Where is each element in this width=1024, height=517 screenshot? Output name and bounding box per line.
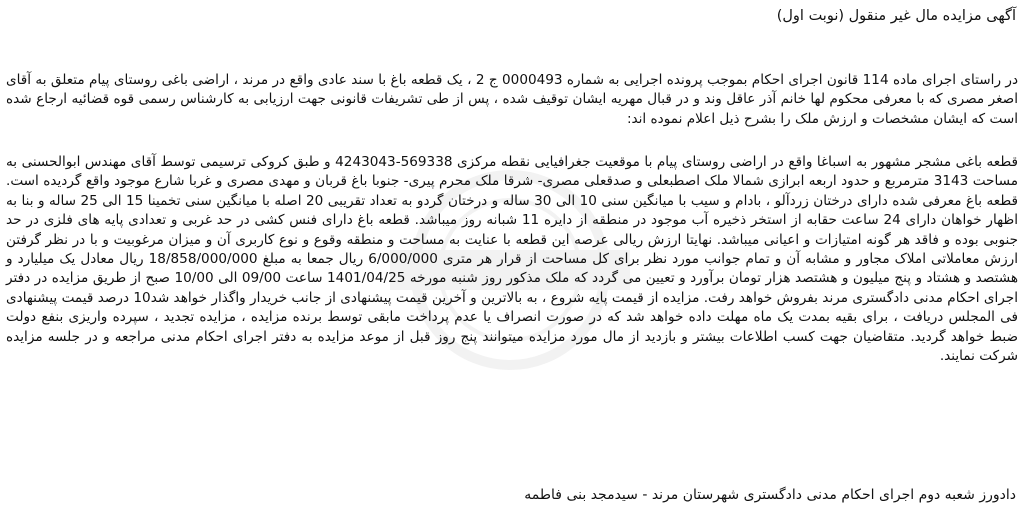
notice-signature: دادورز شعبه دوم اجرای احکام مدنی دادگستری شهرستان مرند - سیدمجد بنی فاطمه <box>524 487 1016 503</box>
notice-title: آگهی مزایده مال غیر منقول (نوبت اول) <box>776 8 1016 24</box>
notice-paragraph-details: قطعه باغی مشجر مشهور به اسباغا واقع در اراضی روستای پیام با موقعیت جغرافیایی نقطه مرکزی 569338-4243043 و طبق کروکی ترسیمی توسط آقای مهندس ابوالحسنی به مساحت 3143 مترمربع و حدود اربعه ابرازی شمالا ملک اصطبعلی و صدقعلی مصری- شرقا ملک محرم پیری- جنوبا باغ قربان و مهدی مصری و غربا شارع موجود واقع گردیده است. قطعه باغ معرفی شده دارای درختان زردآلو ، بادام و سیب با میانگین سنی 10 الی 30 ساله و درختان گردو به تعداد تقریبی 20 اصله با میانگین سنی تخمینا 15 الی 25 ساله و بنا به اظهار خواهان دارای 24 ساعت حقابه از استخر ذخیره آب موجود در منطقه از دایره 11 شبانه روز میباشد. قطعه باغ دارای فنس کشی در حد غربی و تعدادی پایه های فلزی در حد جنوبی بوده و فاقد هر گونه امتیازات و اعیانی میباشد. نهایتا ارزش ریالی عرصه این قطعه با عنایت به مساحت و منطقه وقوع و نوع کاربری آن و میزان مرغوبیت و با در نظر گرفتن ارزش معاملاتی املاک مجاور و مشابه آن و تمام جوانب مورد نظر برای کل مساحت از قرار هر متری 6/000/000 ریال جمعا به مبلغ 18/858/000/000 ریال معادل یک میلیارد و هشتصد و هشتاد و پنج میلیون و هشتصد هزار تومان برآورد و تعیین می گردد که ملک مذکور روز شنبه مورخه 1401/04/25 ساعت 09/00 الی 10/00 صبح از طریق مزایده در دفتر اجرای احکام مدنی دادگستری مرند بفروش خواهد رفت. مزایده از قیمت پایه شروع ، به بالاترین و آخرین قیمت پیشنهادی از جانب خریدار واگذار خواهد شد10 درصد قیمت پیشنهادی فی المجلس دریافت ، برای بقیه بمدت یک ماه مهلت داده خواهد شد که در صورت انصراف یا عدم پرداخت مابقی توسط برنده مزایده ، مزایده تجدید ، سپرده واریزی بنفع دولت ضبط خواهد گردید. متقاضیان جهت کسب اطلاعات بیشتر و بازدید از مال مورد مزایده میتوانند پنج روز قبل از موعد مزایده به دفتر اجرای احکام مدنی مراجعه و در جلسه مزایده شرکت نمایند. <box>6 154 1019 365</box>
notice-paragraph-intro: در راستای اجرای ماده 114 قانون اجرای احکام بموجب پرونده اجرایی به شماره 0000493 ج 2 ، یک قطعه باغ با سند عادی واقع در مرند ، اراضی باغی روستای پیام متعلق به آقای اصغر مصری که با معرفی محکوم لها خانم آذر عاقل وند و در قبال مهریه ایشان توقیف شده ، پس از طی تشریفات قانونی جهت ارزیابی به کارشناس رسمی قوه قضائیه ارجاع شده است که ایشان مشخصات و ارزش ملک را بشرح ذیل اعلام نموده اند: <box>6 72 1019 127</box>
